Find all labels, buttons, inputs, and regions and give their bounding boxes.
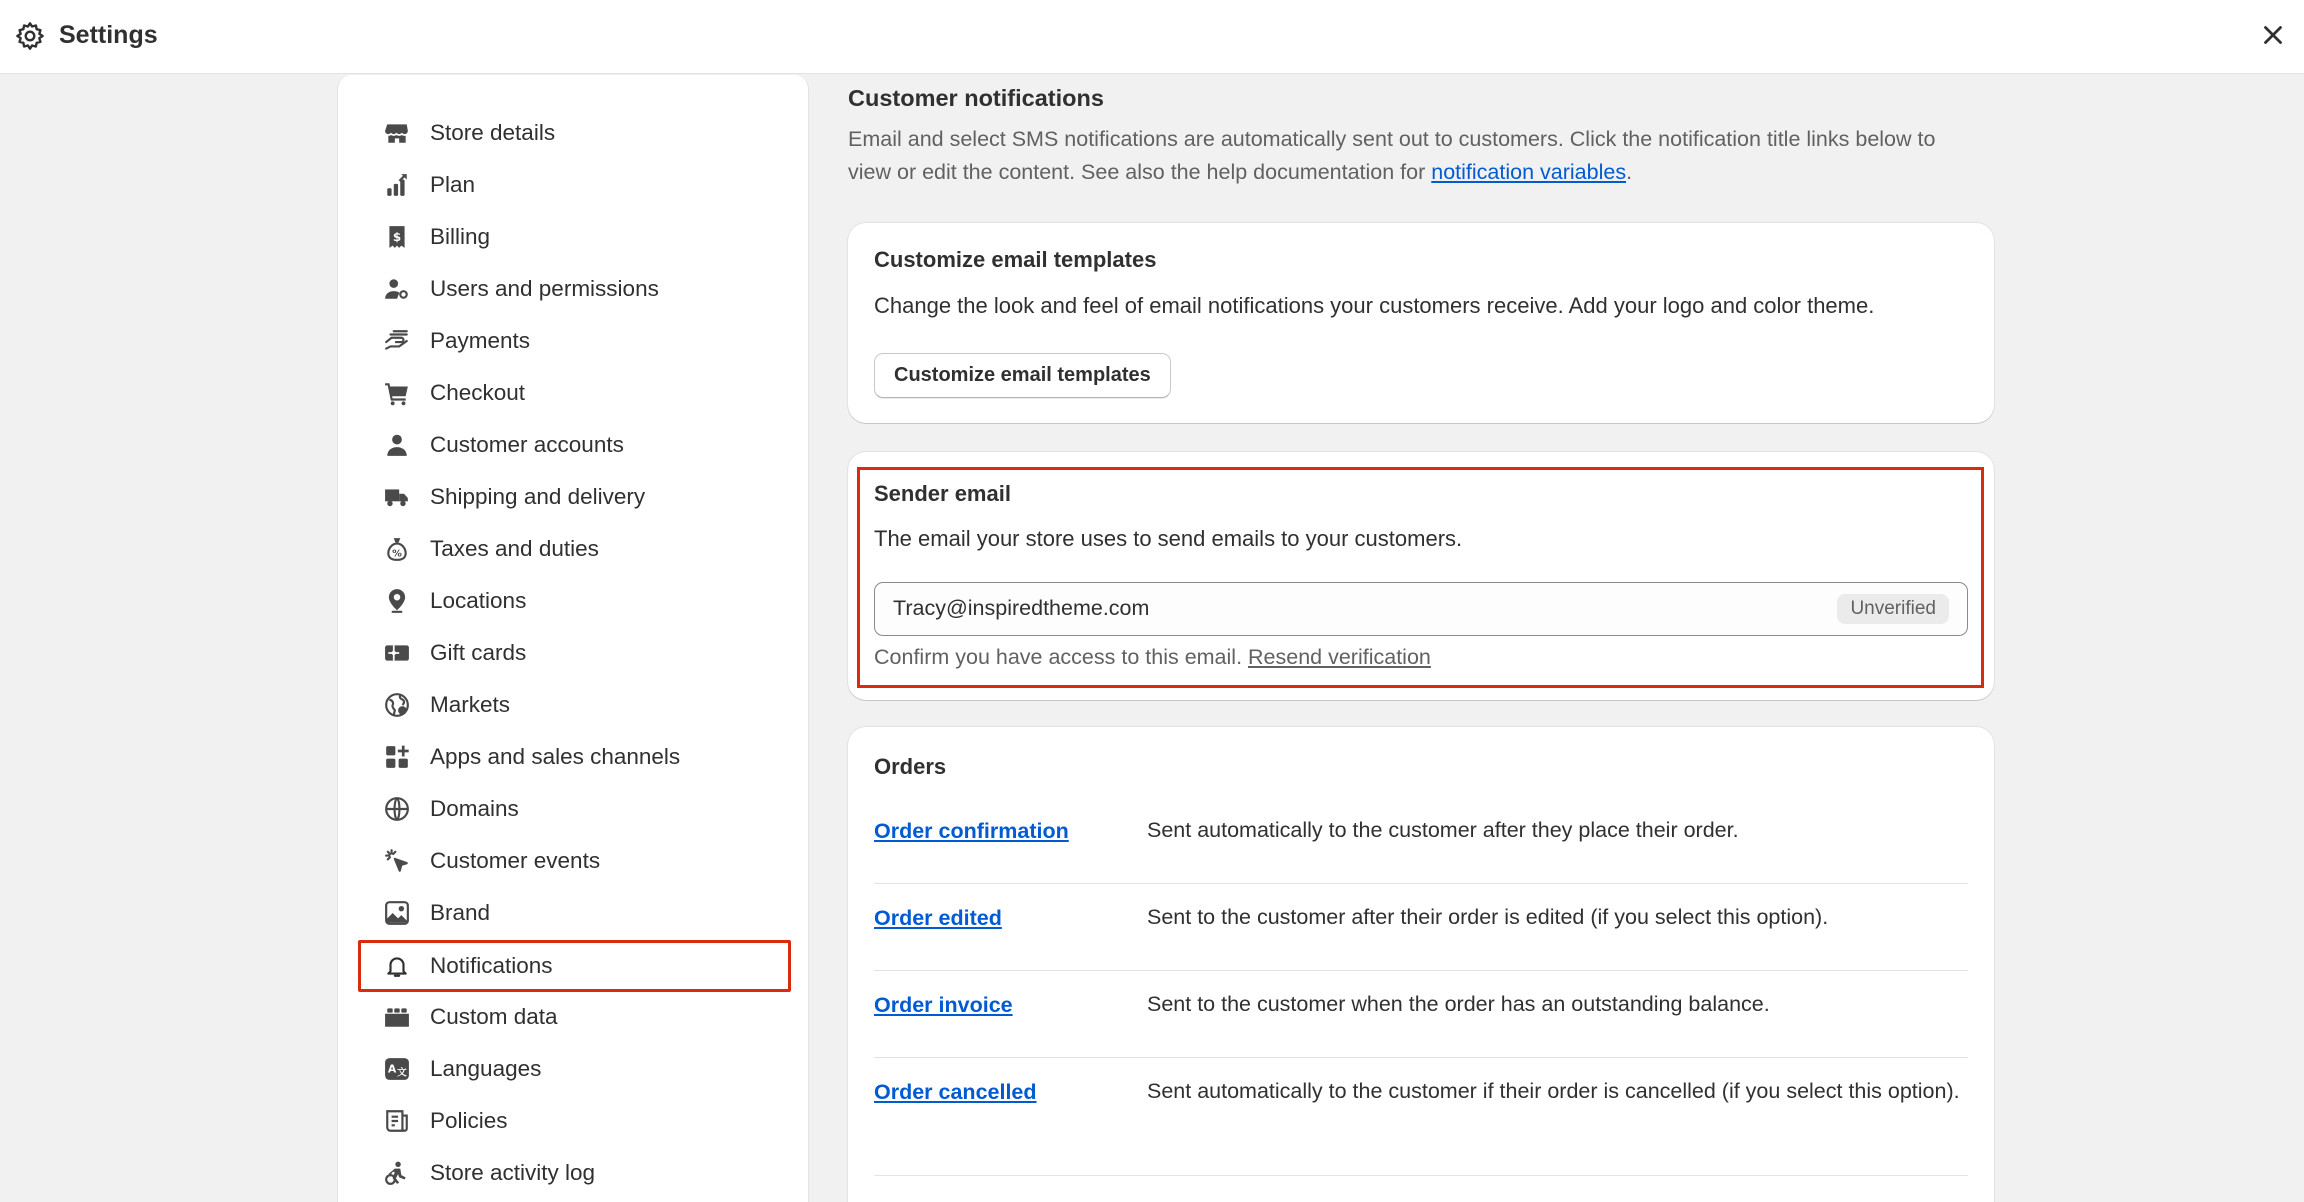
- billing-icon: [384, 224, 410, 250]
- section-description: [848, 123, 1968, 189]
- customize-templates-card: [848, 223, 1994, 423]
- truck-icon: [384, 484, 410, 510]
- sidebar-item-label: Checkout: [430, 380, 526, 405]
- card-title: Customize email templates: [874, 247, 1157, 272]
- users-icon: [384, 276, 410, 302]
- notification-variables-link[interactable]: notification variables: [1431, 160, 1627, 184]
- person-icon: [384, 432, 410, 458]
- sidebar-item-label: Gift cards: [430, 640, 527, 665]
- sidebar-item-languages[interactable]: [358, 1044, 778, 1094]
- close-icon[interactable]: [2258, 20, 2288, 50]
- sidebar-item-label: Store activity log: [430, 1160, 596, 1185]
- gear-icon: [14, 20, 46, 52]
- page-title: Settings: [59, 21, 158, 49]
- top-bar: [0, 0, 2304, 74]
- confirm-label: Confirm you have access to this email.: [874, 645, 1249, 669]
- gift-card-icon: [384, 640, 410, 666]
- globe-icon: [384, 796, 410, 822]
- sidebar-item-markets[interactable]: [358, 680, 778, 730]
- custom-data-icon: [384, 1004, 410, 1030]
- sidebar-item-label: Customer events: [430, 848, 601, 873]
- card-title: Sender email: [874, 481, 1011, 506]
- sender-email-card: [848, 452, 1994, 700]
- card-text: The email your store uses to send emails to your customers.: [874, 526, 1463, 551]
- sidebar-item-customer-events[interactable]: [358, 836, 778, 886]
- table-row: [874, 884, 1968, 971]
- sidebar-item-store-activity-log[interactable]: [358, 1148, 778, 1198]
- sidebar-item-plan[interactable]: [358, 160, 778, 210]
- table-row: [874, 1058, 1968, 1176]
- sidebar-item-domains[interactable]: [358, 784, 778, 834]
- svg-text:%: %: [392, 548, 402, 560]
- table-row: [874, 971, 1968, 1058]
- sidebar-item-locations[interactable]: [358, 576, 778, 626]
- sender-email-field[interactable]: [874, 582, 1968, 636]
- svg-text:$: $: [392, 229, 402, 244]
- sidebar-item-label: Shipping and delivery: [430, 484, 646, 509]
- svg-text:A: A: [387, 1062, 397, 1076]
- sidebar-item-payments[interactable]: [358, 316, 778, 366]
- sidebar-item-label: Markets: [430, 692, 511, 717]
- orders-card: [848, 727, 1994, 1202]
- order-edited-link[interactable]: Order edited: [874, 906, 1002, 930]
- sidebar-item-billing[interactable]: [358, 212, 778, 262]
- cursor-click-icon: [384, 848, 410, 874]
- globe-icon: [384, 692, 410, 718]
- sidebar-item-notifications[interactable]: [358, 940, 791, 992]
- table-row: [874, 797, 1968, 884]
- sidebar-item-label: Domains: [430, 796, 519, 821]
- order-confirmation-link[interactable]: Order confirmation: [874, 819, 1069, 843]
- sidebar-item-label: Custom data: [430, 1004, 558, 1029]
- resend-verification-link[interactable]: Resend verification: [1248, 645, 1431, 669]
- settings-sidebar: [337, 75, 809, 1202]
- sidebar-item-gift-cards[interactable]: [358, 628, 778, 678]
- sidebar-item-checkout[interactable]: [358, 368, 778, 418]
- bell-icon: [384, 953, 410, 979]
- language-icon: [384, 1056, 410, 1082]
- order-description: Sent to the customer when the order has an outstanding balance.: [1147, 992, 1770, 1016]
- sidebar-item-label: Languages: [430, 1056, 542, 1081]
- sidebar-item-label: Notifications: [430, 953, 553, 978]
- order-description: Sent to the customer after their order is edited (if you select this option).: [1147, 905, 1829, 929]
- description-end: .: [1626, 160, 1633, 184]
- description-text: Email and select SMS notifications are automatically sent out to customers. Click the notification title links below to view or edit the content. See also the help documentation for: [848, 127, 1936, 184]
- sidebar-item-users-and-permissions[interactable]: [358, 264, 778, 314]
- sidebar-item-label: Billing: [430, 224, 491, 249]
- brand-icon: [384, 900, 410, 926]
- confirm-text: [874, 645, 1431, 670]
- cart-icon: [384, 380, 410, 406]
- card-text: Change the look and feel of email notifications your customers receive. Add your logo and color theme.: [874, 293, 1875, 318]
- tax-icon: [384, 536, 410, 562]
- order-description: Sent automatically to the customer if their order is cancelled (if you select this option).: [1147, 1079, 1960, 1103]
- sidebar-item-label: Policies: [430, 1108, 508, 1133]
- svg-text:文: 文: [397, 1067, 407, 1079]
- sidebar-item-label: Users and permissions: [430, 276, 659, 301]
- sidebar-item-policies[interactable]: [358, 1096, 778, 1146]
- sidebar-item-apps-and-sales-channels[interactable]: [358, 732, 778, 782]
- apps-icon: [384, 744, 410, 770]
- sidebar-item-customer-accounts[interactable]: [358, 420, 778, 470]
- customize-email-templates-button[interactable]: Customize email templates: [874, 353, 1171, 398]
- sidebar-item-brand[interactable]: [358, 888, 778, 938]
- policies-icon: [384, 1108, 410, 1134]
- sidebar-item-shipping-and-delivery[interactable]: [358, 472, 778, 522]
- order-description: Sent automatically to the customer after they place their order.: [1147, 818, 1739, 842]
- sidebar-item-label: Brand: [430, 900, 491, 925]
- sidebar-item-custom-data[interactable]: [358, 992, 778, 1042]
- location-pin-icon: [384, 588, 410, 614]
- sidebar-item-label: Plan: [430, 172, 476, 197]
- activity-log-icon: [384, 1160, 410, 1186]
- sender-email-input[interactable]: [893, 583, 1773, 634]
- store-icon: [384, 120, 410, 146]
- sidebar-item-store-details[interactable]: [358, 108, 778, 158]
- sidebar-item-label: Store details: [430, 120, 556, 145]
- sidebar-item-label: Locations: [430, 588, 527, 613]
- plan-icon: [384, 172, 410, 198]
- order-invoice-link[interactable]: Order invoice: [874, 993, 1013, 1017]
- sidebar-item-label: Apps and sales channels: [430, 744, 681, 769]
- section-title: Customer notifications: [848, 85, 1104, 111]
- card-title: Orders: [874, 754, 947, 779]
- order-cancelled-link[interactable]: Order cancelled: [874, 1080, 1037, 1104]
- payments-icon: [384, 328, 410, 354]
- sidebar-item-label: Payments: [430, 328, 531, 353]
- sidebar-item-label: Taxes and duties: [430, 536, 599, 561]
- unverified-badge: Unverified: [1837, 594, 1949, 624]
- sidebar-item-label: Customer accounts: [430, 432, 624, 457]
- sidebar-item-taxes-and-duties[interactable]: [358, 524, 778, 574]
